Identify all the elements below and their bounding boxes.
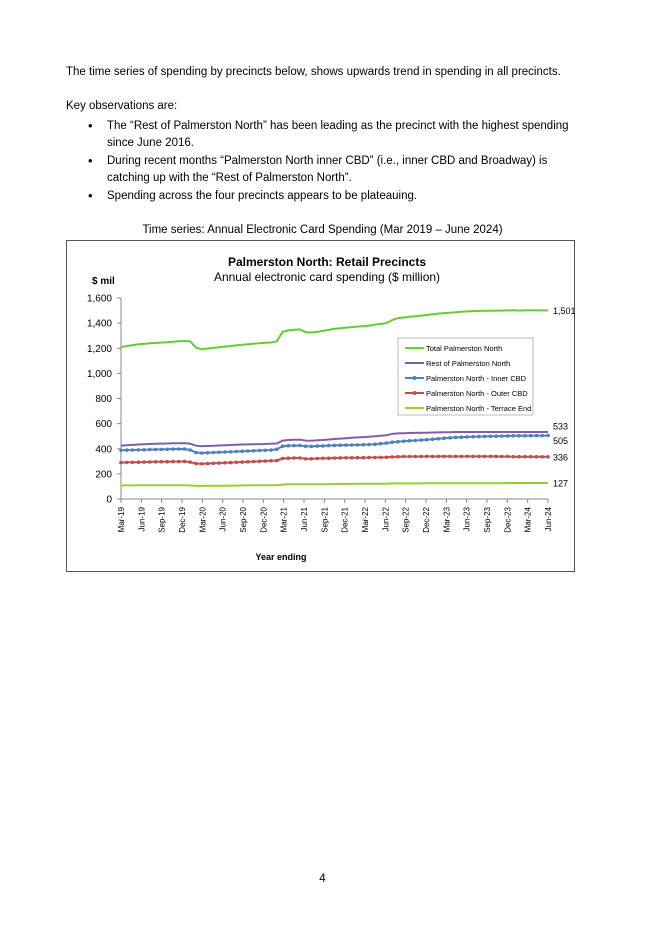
series-point-3 — [546, 455, 550, 459]
series-point-3 — [419, 455, 423, 459]
series-point-2 — [119, 449, 123, 453]
series-point-3 — [350, 456, 354, 460]
series-point-3 — [390, 455, 394, 459]
series-point-3 — [344, 456, 348, 460]
x-tick-label: Mar-24 — [523, 507, 533, 533]
series-point-3 — [517, 455, 521, 459]
observations-list — [66, 118, 586, 207]
series-point-3 — [142, 460, 146, 464]
series-point-3 — [356, 456, 360, 460]
x-tick-label: Sep-23 — [483, 507, 492, 533]
series-point-3 — [460, 455, 464, 459]
x-tick-label: Jun-23 — [462, 507, 472, 532]
series-point-3 — [442, 455, 446, 459]
series-point-2 — [183, 447, 187, 451]
series-point-2 — [333, 444, 337, 448]
series-point-2 — [298, 444, 302, 448]
series-point-2 — [477, 435, 481, 439]
series-point-3 — [362, 456, 366, 460]
series-point-3 — [137, 460, 141, 464]
series-point-2 — [442, 436, 446, 440]
series-point-3 — [194, 462, 198, 466]
series-point-2 — [125, 448, 129, 452]
series-point-3 — [223, 461, 227, 465]
x-tick-label: Sep-19 — [157, 507, 167, 533]
series-point-3 — [535, 455, 539, 459]
series-point-2 — [390, 440, 394, 444]
series-point-3 — [200, 462, 204, 466]
series-point-3 — [425, 455, 429, 459]
series-point-2 — [367, 443, 371, 447]
series-point-2 — [414, 439, 418, 443]
series-point-2 — [437, 437, 441, 441]
y-tick-label: 1,000 — [86, 368, 112, 380]
line-chart — [67, 241, 576, 573]
series-point-2 — [165, 448, 169, 452]
series-point-2 — [229, 450, 233, 454]
y-tick-label: 1,600 — [86, 293, 112, 305]
series-point-3 — [206, 462, 210, 466]
series-point-3 — [483, 455, 487, 459]
series-point-2 — [408, 439, 412, 443]
series-point-3 — [287, 456, 291, 460]
series-point-3 — [494, 455, 498, 459]
series-point-2 — [506, 434, 510, 438]
legend-marker — [413, 376, 417, 380]
series-point-3 — [333, 456, 337, 460]
series-point-2 — [292, 444, 296, 448]
series-point-2 — [177, 447, 181, 451]
series-point-2 — [431, 437, 435, 441]
series-point-3 — [165, 460, 169, 464]
legend-entry: Total Palmerston North — [426, 344, 503, 353]
series-point-2 — [240, 450, 244, 454]
series-point-2 — [339, 443, 343, 447]
x-tick-label: Jun-22 — [381, 507, 391, 532]
end-value-label: 336 — [553, 452, 569, 463]
series-point-2 — [321, 444, 325, 448]
series-point-2 — [344, 443, 348, 447]
series-point-2 — [304, 444, 308, 448]
series-point-3 — [500, 455, 504, 459]
intro-paragraph: The time series of spending by precincts below, shows upwards trend in spending in all precincts. — [66, 66, 561, 78]
series-point-3 — [183, 460, 187, 464]
series-point-2 — [148, 448, 152, 452]
series-point-2 — [535, 434, 539, 438]
series-point-2 — [373, 442, 377, 446]
series-point-3 — [506, 455, 510, 459]
series-point-3 — [281, 457, 285, 461]
legend-entry: Palmerston North - Inner CBD — [426, 374, 527, 383]
y-tick-label: 400 — [95, 444, 112, 456]
series-point-3 — [396, 455, 400, 459]
series-point-3 — [367, 456, 371, 460]
series-point-2 — [396, 440, 400, 444]
series-point-3 — [252, 460, 256, 464]
chart-caption: Time series: Annual Electronic Card Spending (Mar 2019 – June 2024) — [142, 224, 503, 236]
series-point-2 — [206, 451, 210, 455]
series-point-3 — [512, 455, 516, 459]
series-point-3 — [402, 455, 406, 459]
series-point-2 — [235, 450, 239, 454]
series-point-2 — [252, 449, 256, 453]
series-point-2 — [529, 434, 533, 438]
series-point-2 — [465, 435, 469, 439]
series-point-3 — [171, 460, 175, 464]
series-point-3 — [298, 456, 302, 460]
series-point-3 — [275, 459, 279, 463]
series-point-3 — [454, 455, 458, 459]
x-tick-label: Mar-23 — [442, 507, 452, 533]
series-point-2 — [402, 439, 406, 443]
series-point-3 — [327, 456, 331, 460]
series-point-3 — [321, 457, 325, 461]
series-line-4 — [121, 483, 548, 486]
series-point-2 — [287, 444, 291, 448]
x-tick-label: Jun-20 — [218, 507, 228, 532]
series-point-2 — [362, 443, 366, 447]
y-tick-label: 1,200 — [86, 343, 112, 355]
end-value-label: 533 — [553, 421, 569, 432]
series-point-3 — [315, 457, 319, 461]
y-tick-label: 600 — [95, 419, 112, 431]
series-point-3 — [229, 461, 233, 465]
series-point-3 — [523, 455, 527, 459]
series-point-3 — [119, 461, 123, 465]
series-point-2 — [154, 448, 158, 452]
x-tick-label: Jun-24 — [544, 507, 553, 532]
series-point-2 — [483, 435, 487, 439]
series-point-2 — [217, 451, 221, 455]
series-point-2 — [246, 449, 250, 453]
x-tick-label: Dec-20 — [259, 507, 269, 533]
series-point-3 — [235, 461, 239, 465]
series-point-3 — [188, 460, 192, 464]
series-point-2 — [512, 434, 516, 438]
observation-item: • During recent months “Palmerston North inner CBD” (i.e., inner CBD and Broadway) is catching up with the “Rest of Palmerston North”. — [66, 153, 586, 186]
y-tick-label: 800 — [95, 394, 112, 405]
series-point-3 — [240, 460, 244, 464]
series-point-3 — [177, 460, 181, 464]
x-tick-label: Jun-21 — [300, 507, 309, 532]
series-point-2 — [200, 451, 204, 455]
series-point-2 — [454, 436, 458, 440]
series-point-3 — [217, 461, 221, 465]
series-point-2 — [310, 445, 314, 449]
x-tick-label: Dec-19 — [178, 507, 187, 533]
series-point-3 — [465, 455, 469, 459]
chart-title: Palmerston North: Retail Precincts — [227, 255, 427, 269]
x-tick-label: Mar-19 — [117, 507, 126, 533]
chart-container — [66, 240, 575, 572]
series-point-3 — [448, 455, 452, 459]
series-point-3 — [258, 460, 262, 464]
series-point-2 — [494, 434, 498, 438]
x-tick-label: Mar-21 — [279, 507, 289, 533]
x-tick-label: Mar-22 — [361, 507, 370, 533]
end-value-label: 127 — [553, 478, 569, 489]
series-point-3 — [264, 459, 268, 463]
key-observations-heading: Key observations are: — [66, 100, 178, 112]
series-point-3 — [310, 457, 314, 461]
series-point-3 — [154, 460, 158, 464]
series-point-3 — [540, 455, 544, 459]
legend-entry: Palmerston North - Outer CBD — [426, 389, 528, 398]
end-value-label: 1,501 — [553, 305, 576, 316]
series-point-2 — [137, 448, 141, 452]
series-point-3 — [304, 457, 308, 461]
chart-subtitle: Annual electronic card spending ($ million) — [213, 270, 441, 284]
series-point-2 — [188, 448, 192, 452]
y-tick-label: 200 — [95, 469, 112, 481]
end-value-label: 505 — [553, 436, 569, 447]
x-tick-label: Sep-22 — [401, 507, 411, 533]
series-point-2 — [160, 448, 164, 452]
x-axis-label: Year ending — [255, 552, 307, 562]
legend-entry: Palmerston North - Terrace End — [426, 404, 532, 413]
series-point-2 — [425, 438, 429, 442]
series-point-2 — [142, 448, 146, 452]
series-point-3 — [437, 455, 441, 459]
series-point-3 — [529, 455, 533, 459]
series-point-2 — [356, 443, 360, 447]
series-point-2 — [275, 448, 279, 452]
series-point-2 — [517, 434, 521, 438]
series-point-2 — [419, 438, 423, 442]
series-point-2 — [269, 448, 273, 452]
y-tick-label: 1,400 — [86, 318, 112, 330]
series-point-3 — [292, 456, 296, 460]
series-point-3 — [160, 460, 164, 464]
series-point-3 — [125, 461, 129, 465]
page-number: 4 — [319, 873, 326, 885]
series-point-3 — [269, 459, 273, 463]
series-point-2 — [379, 442, 383, 446]
series-point-3 — [385, 456, 389, 460]
series-point-2 — [385, 441, 389, 445]
series-point-2 — [264, 449, 268, 453]
series-point-2 — [258, 449, 262, 453]
series-point-2 — [523, 434, 527, 438]
observation-item: • Spending across the four precincts appears to be plateauing. — [66, 188, 586, 205]
x-tick-label: Dec-21 — [340, 507, 350, 533]
series-point-3 — [489, 455, 493, 459]
series-point-3 — [414, 455, 418, 459]
series-point-3 — [148, 460, 152, 464]
y-axis-label: $ mil — [92, 276, 115, 287]
x-tick-label: Sep-20 — [239, 507, 248, 533]
legend-entry: Rest of Palmerston North — [426, 359, 511, 368]
x-tick-label: Jun-19 — [137, 507, 147, 532]
series-point-2 — [546, 434, 550, 438]
series-point-2 — [460, 435, 464, 439]
series-point-3 — [379, 456, 383, 460]
series-point-3 — [212, 462, 216, 466]
series-point-2 — [489, 435, 493, 439]
series-point-2 — [540, 434, 544, 438]
series-point-2 — [171, 447, 175, 451]
series-point-2 — [131, 448, 135, 452]
series-point-3 — [131, 461, 135, 465]
series-point-3 — [408, 455, 412, 459]
y-tick-label: 0 — [106, 494, 112, 506]
x-tick-label: Dec-22 — [422, 507, 431, 533]
series-point-2 — [500, 434, 504, 438]
series-point-2 — [350, 443, 354, 447]
series-point-2 — [471, 435, 475, 439]
series-point-3 — [471, 455, 475, 459]
series-point-3 — [373, 456, 377, 460]
legend-marker — [413, 391, 417, 395]
series-point-2 — [194, 451, 198, 455]
series-point-3 — [477, 455, 481, 459]
series-point-2 — [223, 450, 227, 454]
series-point-2 — [281, 444, 285, 448]
series-point-3 — [246, 460, 250, 464]
x-tick-label: Dec-23 — [503, 507, 513, 533]
series-point-2 — [327, 444, 331, 448]
x-tick-label: Mar-20 — [198, 507, 208, 533]
series-point-2 — [315, 444, 319, 448]
series-point-2 — [212, 451, 216, 455]
x-tick-label: Sep-21 — [320, 507, 330, 533]
series-point-3 — [431, 455, 435, 459]
observation-item: • The “Rest of Palmerston North” has been leading as the precinct with the highest spending since June 2016. — [66, 118, 586, 151]
series-point-3 — [339, 456, 343, 460]
series-point-2 — [448, 436, 452, 440]
